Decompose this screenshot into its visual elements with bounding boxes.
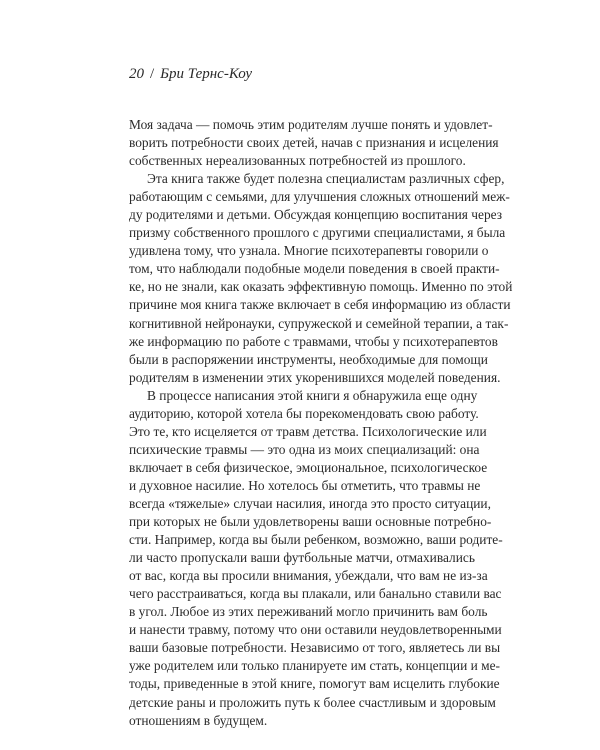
text-line: том, что наблюдали подобные модели поведения в своей практи- bbox=[129, 261, 500, 277]
text-line: родителям в изменении этих укоренившихся моделей поведения. bbox=[129, 369, 501, 385]
text-line: ворить потребности своих детей, начав с признания и исцеления bbox=[129, 135, 499, 151]
text-line: от вас, когда вы просили внимания, убеждали, что вам не из-за bbox=[129, 568, 488, 584]
text-line: В процессе написания этой книги я обнаружила еще одну bbox=[147, 387, 478, 403]
text-line: и нанести травму, потому что они оставили неудовлетворенными bbox=[129, 622, 502, 638]
paragraph bbox=[129, 116, 499, 170]
body-text bbox=[129, 116, 513, 730]
text-line: же информацию по работе с травмами, чтобы у психотерапевтов bbox=[129, 333, 498, 349]
running-head-separator: / bbox=[150, 66, 155, 82]
text-line: ваши базовые потребности. Независимо от того, являетесь ли вы bbox=[129, 640, 501, 656]
text-line: ли часто пропускали ваши футбольные матчи, отмахивались bbox=[129, 550, 475, 566]
text-line: были в распоряжении инструменты, необходимые для помощи bbox=[129, 351, 488, 367]
text-line: и духовное насилие. Но хотелось бы отметить, что травмы не bbox=[129, 477, 481, 493]
text-line: детские раны и проложить путь к более счастливым и здоровым bbox=[129, 694, 496, 710]
text-line: Моя задача — помочь этим родителям лучше понять и удовлет- bbox=[129, 117, 493, 132]
text-line: включает в себя физическое, эмоциональное, психологическое bbox=[129, 459, 488, 475]
text-line: ду родителями и детьми. Обсуждая концепцию воспитания через bbox=[129, 207, 503, 223]
text-line: собственных нереализованных потребностей из прошлого. bbox=[129, 153, 466, 169]
text-line: удивлена тому, что узнала. Многие психотерапевты говорили о bbox=[129, 243, 489, 259]
paragraph bbox=[129, 387, 503, 730]
running-head bbox=[129, 66, 252, 83]
text-line: Это те, кто исцеляется от травм детства. Психологические или bbox=[129, 423, 487, 439]
text-line: ке, но не знали, как оказать эффективную помощь. Именно по этой bbox=[129, 279, 513, 295]
text-line: когнитивной нейронауки, супружеской и семейной терапии, а так- bbox=[129, 315, 509, 331]
text-line: чего расстраиваться, когда вы плакали, или банально ставили вас bbox=[129, 586, 502, 602]
text-line: при которых не были удовлетворены ваши основные потребно- bbox=[129, 514, 492, 530]
text-line: аудиторию, которой хотела бы порекомендовать свою работу. bbox=[129, 405, 479, 421]
paragraph bbox=[129, 170, 513, 387]
text-line: Эта книга также будет полезна специалистам различных сфер, bbox=[147, 171, 505, 187]
text-line: тоды, приведенные в этой книге, помогут вам исцелить глубокие bbox=[129, 676, 500, 692]
text-line: всегда «тяжелые» случаи насилия, иногда это просто ситуации, bbox=[129, 495, 491, 511]
text-line: психические травмы — это одна из моих специализаций: она bbox=[129, 441, 480, 457]
text-line: причине моя книга также включает в себя информацию из области bbox=[129, 297, 511, 313]
text-line: работающим с семьями, для улучшения сложных отношений меж- bbox=[129, 189, 510, 205]
page-number: 20 bbox=[129, 66, 144, 82]
text-line: призму собственного прошлого с другими специалистами, я была bbox=[129, 225, 506, 241]
text-line: уже родителем или только планируете им стать, концепции и ме- bbox=[129, 658, 500, 674]
running-head-author: Бри Тернс-Коу bbox=[160, 66, 253, 82]
text-line: в угол. Любое из этих переживаний могло причинить вам боль bbox=[129, 604, 488, 620]
text-line: сти. Например, когда вы были ребенком, возможно, ваши родите- bbox=[129, 532, 503, 548]
text-line: отношениям в будущем. bbox=[129, 712, 268, 728]
